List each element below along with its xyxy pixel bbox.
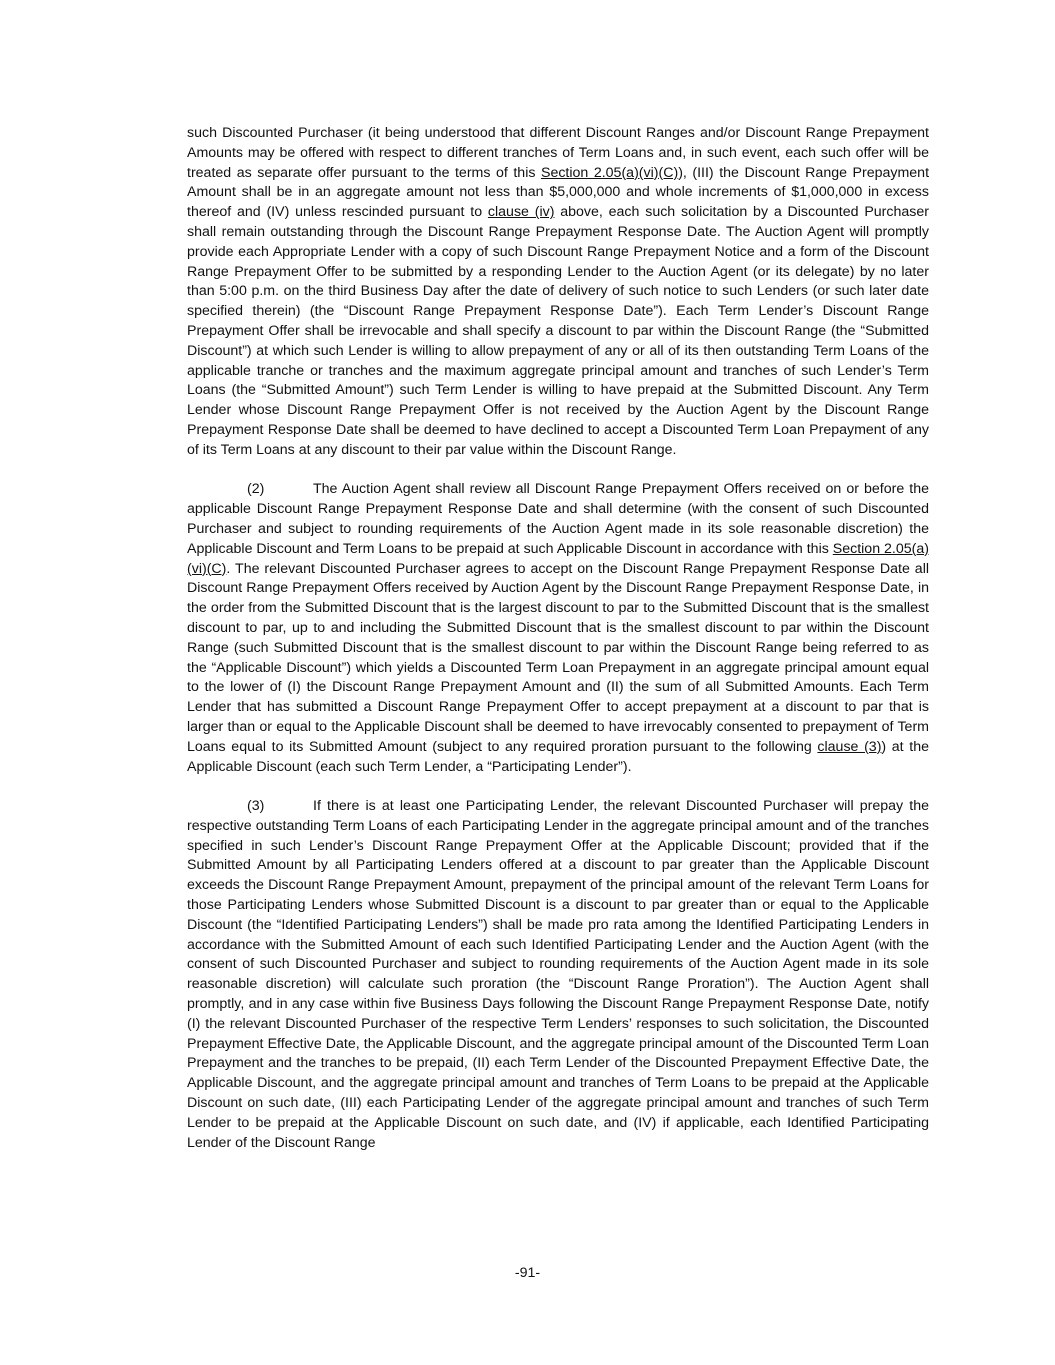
document-page [187, 124, 929, 1153]
paragraph-text: above, each such solicitation by a Discounted Purchaser shall remain outstanding through the Discount Range Prepayment Response Date. The Auction Agent will promptly provide each Appropriate Lender with a copy of such Discount Range Prepayment Notice and a form of the Discount Range Prepayment Offer to be submitted by a responding Lender to the Auction Agent (or its delegate) by no later than 5:00 p.m. on the third Business Day after the date of delivery of such notice to such Lenders (or such later date specified therein) (the “Discount Range Prepayment Response Date”). Each Term Lender’s Discount Range Prepayment Offer shall be irrevocable and shall specify a discount to par within the Discount Range (the “Submitted Discount”) at which such Lender is willing to allow prepayment of any or all of its then outstanding Term Loans of the applicable tranche or tranches and the maximum aggregate principal amount and tranches of such Lender’s Term Loans (the “Submitted Amount”) such Term Lender is willing to have prepaid at the Submitted Discount. Any Term Lender whose Discount Range Prepayment Offer is not received by the Auction Agent by the Discount Range Prepayment Response Date shall be deemed to have declined to accept a Discounted Term Loan Prepayment of any of its Term Loans at any discount to their par value within the Discount Range. [187, 204, 929, 458]
paragraph-2 [187, 480, 929, 777]
paragraph-spacer [187, 461, 929, 481]
paragraph-text: The Auction Agent shall review all Discount Range Prepayment Offers received on or before the applicable Discount Range Prepayment Response Date and shall determine (with the consent of such Discounted Purchaser and subject to rounding requirements of the Auction Agent made in its sole reasonable discretion) the Applicable Discount and Term Loans to be prepaid at such Applicable Discount in accordance with this [187, 481, 929, 557]
clause-reference: clause (iv) [487, 204, 555, 221]
paragraph-3 [187, 797, 929, 1153]
paragraph-spacer [187, 777, 929, 797]
paragraph-text: If there is at least one Participating Lender, the relevant Discounted Purchaser will prepay the respective outstanding Term Loans of each Participating Lender in the aggregate principal amount and of the tranches specified in such Lender’s Discount Range Prepayment Offer at the Applicable Discount; provided that if the Submitted Amount by all Participating Lenders offered at a discount to par greater than the Applicable Discount exceeds the Discount Range Prepayment Amount, prepayment of the principal amount of the relevant Term Loans for those Participating Lenders whose Submitted Discount is a discount to par greater than or equal to the Applicable Discount (the “Identified Participating Lenders”) shall be made pro rata among the Identified Participating Lenders in accordance with the Submitted Amount of each such Identified Participating Lender and the Auction Agent (with the consent of such Discounted Purchaser and subject to rounding requirements of the Auction Agent made in its sole reasonable discretion) will calculate such proration (the “Discount Range Proration”). The Auction Agent shall promptly, and in any case within five Business Days following the Discount Range Prepayment Response Date, notify (I) the relevant Discounted Purchaser of the respective Term Lenders’ responses to such solicitation, the Discounted Prepayment Effective Date, the Applicable Discount, and the aggregate principal amount of the Discounted Term Loan Prepayment and the tranches to be prepaid, (II) each Term Lender of the Discounted Prepayment Effective Date, the Applicable Discount, and the aggregate principal amount and tranches of Term Loans to be prepaid at the Applicable Discount on such date, (III) each Participating Lender of the aggregate principal amount and tranches of such Term Lender to be prepaid at the Applicable Discount on such date, and (IV) if applicable, each Identified Participating Lender of the Discount Range [187, 798, 929, 1151]
paragraph-text: such Discounted Purchaser (it being understood that different Discount Ranges and/or Discount Range Prepayment Amounts may be offered with respect to different tranches of Term Loans and, in such event, each such offer will be treated as separate offer pursuant to the terms of this [187, 125, 929, 181]
paragraph-text: ), (III) the Discount Range Prepayment Amount shall be in an aggregate amount not less than $5,000,000 and whole increments of $1,000,000 in excess thereof and (IV) unless rescinded pursuant to [187, 164, 930, 221]
page-number: -91- [514, 1265, 541, 1281]
clause-reference: clause (3) [817, 738, 882, 755]
paragraph-continuation [187, 124, 929, 461]
paragraph-label: (2) [247, 481, 265, 498]
section-reference: Section 2.05(a)(vi)(C) [540, 164, 679, 181]
paragraph-text: ) at the Applicable Discount (each such Term Lender, a “Participating Lender”). [187, 738, 929, 775]
paragraph-text: . The relevant Discounted Purchaser agrees to accept on the Discount Range Prepayment Response Date all Discount Range Prepayment Offers received by Auction Agent by the Discount Range Prepayment Response Date, in the order from the Submitted Discount that is the largest discount to par to the Submitted Discount that is the smallest discount to par, up to and including the Submitted Discount that is the smallest discount to par within the Discount Range (such Submitted Discount that is the smallest discount to par within the Discount Range being referred to as the “Applicable Discount”) which yields a Discounted Term Loan Prepayment in an aggregate principal amount equal to the lower of (I) the Discount Range Prepayment Amount and (II) the sum of all Submitted Amounts. Each Term Lender that has submitted a Discount Range Prepayment Offer to accept prepayment at a discount to par that is larger than or equal to the Applicable Discount shall be deemed to have irrevocably consented to prepayment of Term Loans equal to its Submitted Amount (subject to any required proration pursuant to the following [187, 560, 929, 755]
section-reference: Section 2.05(a)(vi)(C) [187, 540, 929, 577]
paragraph-label: (3) [247, 798, 265, 815]
